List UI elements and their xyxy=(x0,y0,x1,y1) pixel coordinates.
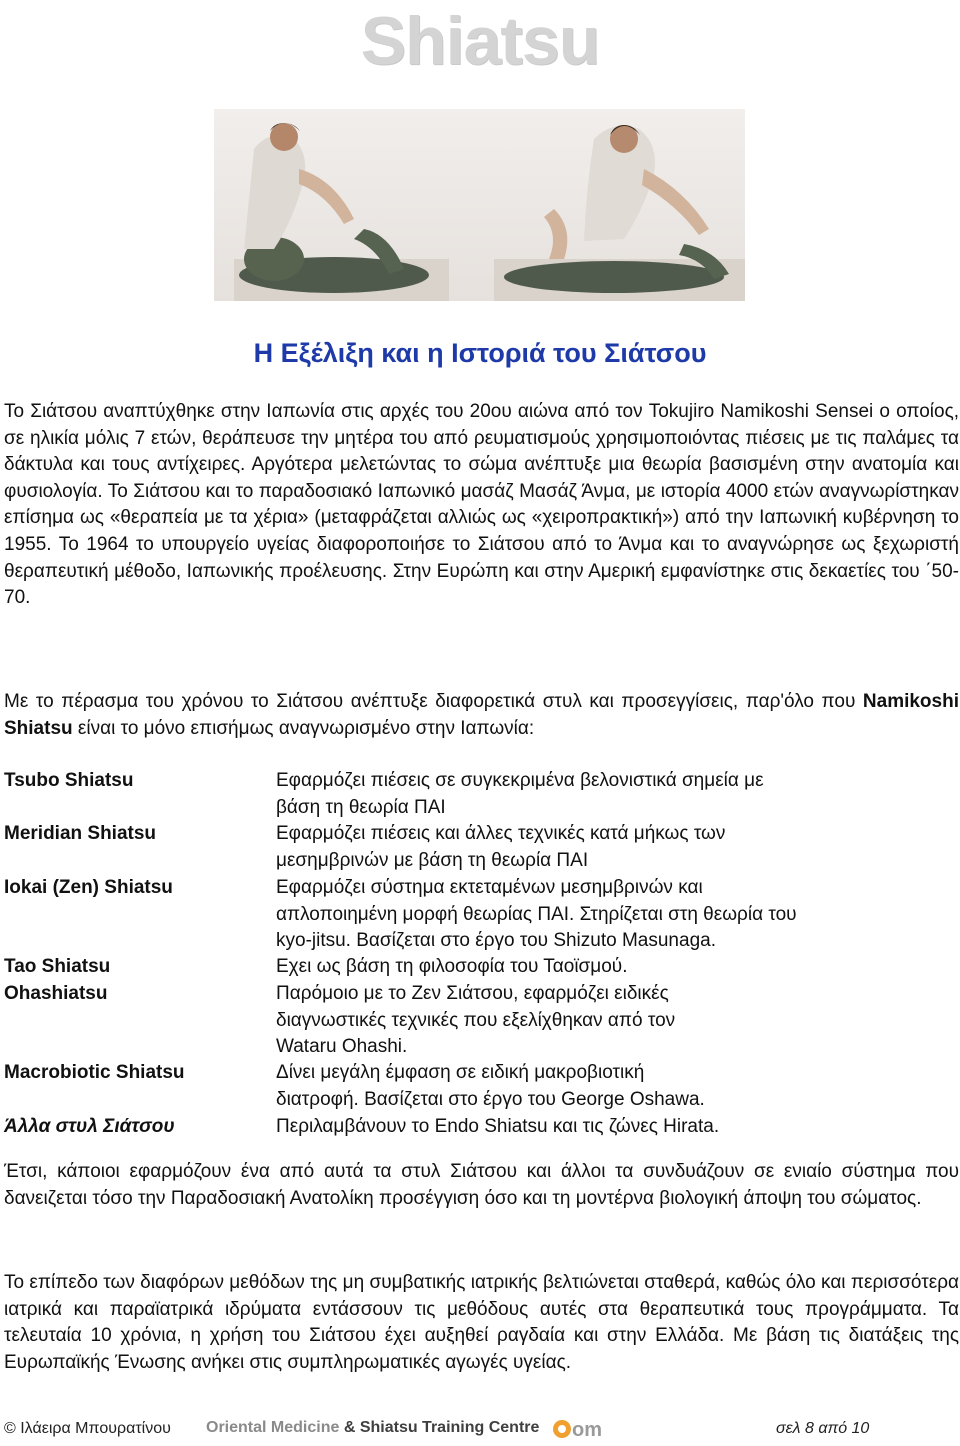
logo-text: om xyxy=(572,1419,602,1440)
footer-training-centre xyxy=(206,1419,539,1437)
page-number: σελ 8 από 10 xyxy=(776,1420,870,1437)
style-name: Tao Shiatsu xyxy=(4,956,111,977)
style-name: Tsubo Shiatsu xyxy=(4,770,134,791)
style-description-line: βάση τη θεωρία ΠΑΙ xyxy=(276,796,446,818)
style-description-line: Εφαρμόζει πιέσεις και άλλες τεχνικές κατά μήκως των xyxy=(276,823,726,844)
footer-centre-name-part2: Shiatsu Training Centre xyxy=(355,1419,540,1436)
style-description xyxy=(276,875,959,955)
style-description-line: διατροφή. Βασίζεται στο έργο του George Oshawa. xyxy=(276,1088,705,1110)
style-description-line: Εχει ως βάση τη φιλοσοφία του Ταοϊσμού. xyxy=(276,956,628,977)
style-description-line: Δίνει μεγάλη έμφαση σε ειδική μακροβιοτική xyxy=(276,1062,645,1083)
paragraph-styles-intro-start: Με το πέρασμα του χρόνου το Σιάτσου ανέπτυξε διαφορετικά στυλ και προσεγγίσεις, παρ'όλο που xyxy=(4,691,863,712)
style-name: Ohashiatsu xyxy=(4,983,108,1004)
shiatsu-photo xyxy=(214,109,745,301)
paragraph-history: Το Σιάτσου αναπτύχθηκε στην Ιαπωνία στις αρχές του 20ου αιώνα από τον Tokujiro Namikoshi Sensei ο οποίος, σε ηλικία μόλις 7 ετών, θεράπευσε την μητέρα του από ρευματισμούς χρησιμοποιόντας πιέσεις με τις παλάμες τα δάκτυλα και τους αντίχειρες. Αργότερα μελετώντας το σώμα ανέπτυξε μια θεωρία βασισμένη στην ανατομία και φυσιολογία. Το Σιάτσου και το παραδοσιακό Ιαπωνικό μασάζ Μασάζ Άνμα, με ιστορία 4000 ετών αναγνωρίστηκαν επίσημα ως «θεραπεία με τα χέρια» (μεταφράζεται αλλιώς ως «χειροπρακτική») από την Ιαπωνική κυβέρνηση το 1955. Το 1964 το υπουργείο υγείας διαφοροποιήσε το Σιάτσου από το Άνμα και το αναγνώρησε ως ξεχωριστή θεραπευτική μέθοδο, Ιαπωνικής προέλευσης. Στην Ευρώπη και στην Αμερική εμφανίστηκε στις δεκαετίες του ΄50-70. xyxy=(4,401,959,609)
paragraph-styles-intro xyxy=(4,689,959,742)
style-description-line: απλοποιημένη μορφή θεωρίας ΠΑΙ. Στηρίζεται στη θεωρία του xyxy=(276,903,797,925)
style-description-line: kyo-jitsu. Βασίζεται στο έργο του Shizuto Masunaga. xyxy=(276,930,716,952)
paragraph-combination: Έτσι, κάποιοι εφαρμόζουν ένα από αυτά τα στυλ Σιάτσου και άλλοι τα συνδυάζουν σε ενιαίο σύστημα που δανειζεται τόσο την Παραδοσιακή Ανατολίκη προσέγγιση όσο και τη μοντέρνα βιολογική άποψη του σώματος. xyxy=(4,1161,959,1209)
style-description-line: διαγνωστικές τεχνικές που εξελίχθηκαν από τον xyxy=(276,1009,676,1031)
style-description xyxy=(276,981,959,1061)
page-title: Shiatsu xyxy=(360,3,600,79)
paragraph-styles-intro-end: είναι το μόνο επισήμως αναγνωρισμένο στην Ιαπωνία: xyxy=(72,717,535,739)
page-footer xyxy=(0,1418,960,1442)
style-description-line: Εφαρμόζει πιέσεις σε συγκεκριμένα βελονιστικά σημεία με xyxy=(276,770,764,791)
style-description-line: Περιλαμβάνουν το Endo Shiatsu και τις ζώνες Hirata. xyxy=(276,1116,720,1137)
style-description-line: Εφαρμόζει σύστημα εκτεταμένων μεσημβρινών και xyxy=(276,877,703,898)
style-description xyxy=(276,954,959,981)
style-description xyxy=(276,821,959,874)
footer-centre-name-part1: Oriental Medicine xyxy=(206,1419,344,1436)
namikoshi-shiatsu-term: Namikoshi Shiatsu xyxy=(4,691,959,739)
style-description xyxy=(276,768,959,821)
style-description-line: Παρόμοιο με το Ζεν Σιάτσου, εφαρμόζει ειδικές xyxy=(276,983,669,1004)
style-name: Άλλα στυλ Σιάτσου xyxy=(4,1116,175,1137)
section-heading: Η Εξέλιξη και η Ιστοριά του Σιάτσου xyxy=(253,338,707,368)
style-name: Iokai (Zen) Shiatsu xyxy=(4,877,173,898)
style-description xyxy=(276,1114,959,1141)
style-description-line: μεσημβρινών με βάση τη θεωρία ΠΑΙ xyxy=(276,849,589,871)
style-description-line: Wataru Ohashi. xyxy=(276,1036,408,1058)
footer-author: © Ιλάειρα Μπουρατίνου xyxy=(4,1420,171,1437)
om-logo-icon xyxy=(552,1418,606,1440)
style-description xyxy=(276,1060,959,1113)
style-name: Macrobiotic Shiatsu xyxy=(4,1062,185,1083)
style-name: Meridian Shiatsu xyxy=(4,823,157,844)
footer-centre-ampersand: & xyxy=(343,1419,356,1436)
paragraph-recognition: Το επίπεδο των διαφόρων μεθόδων της μη συμβατικής ιατρικής βελτιώνεται σταθερά, καθώς όλο και περισσότερα ιατρικά και παραϊατρικά ιδρύματα εντάσσουν τις μεθόδους αυτές στα θεραπευτικά τους προγράμματα. Τα τελευταία 10 χρόνια, η χρήση του Σιάτσου έχει αυξηθεί ραγδαία και στην Ελλάδα. Με βάση τις διατάξεις της Ευρωπαϊκής Ένωσης ανήκει στις συμπληρωματικές αγωγές υγείας. xyxy=(4,1272,959,1373)
